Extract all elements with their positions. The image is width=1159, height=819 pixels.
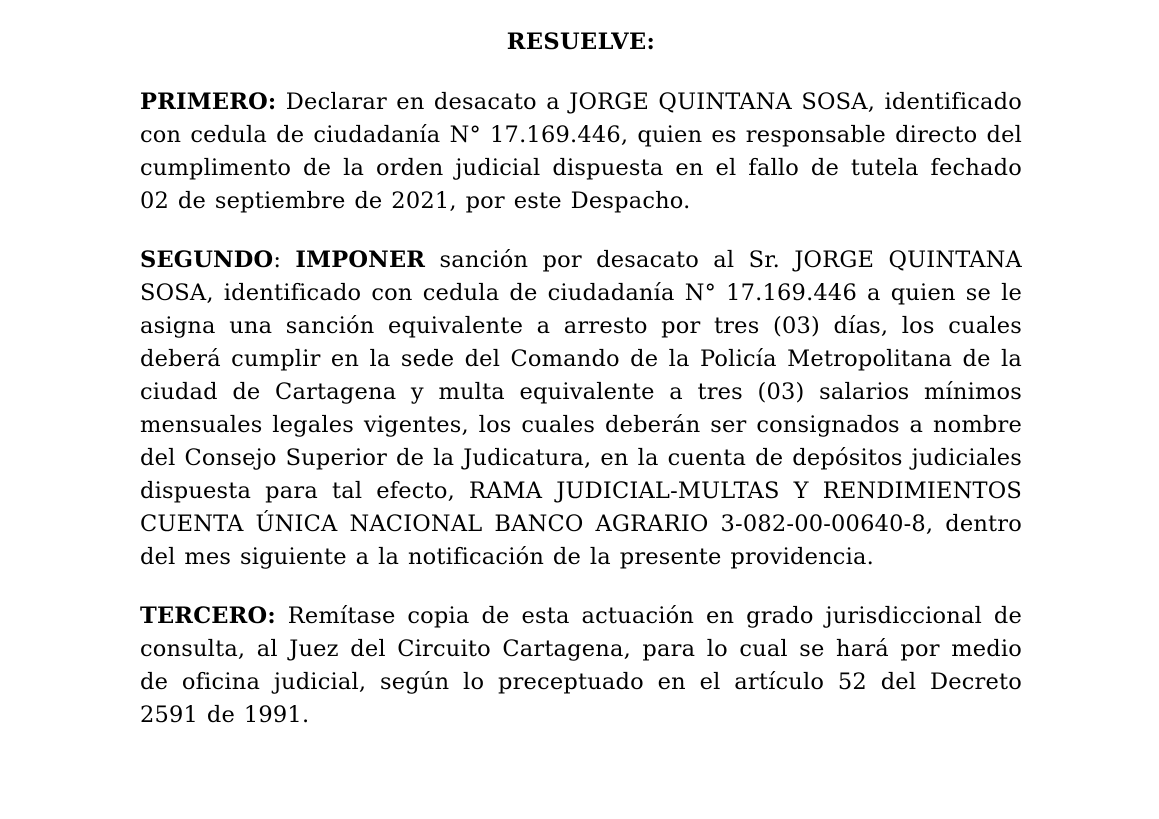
paragraph-segundo-lead: SEGUNDO (140, 247, 274, 273)
paragraph-primero (140, 86, 1022, 218)
paragraph-tercero-lead: TERCERO: (140, 603, 276, 629)
paragraph-segundo-separator: : (273, 247, 296, 273)
paragraph-segundo-imponer: IMPONER (295, 247, 426, 273)
paragraph-segundo (140, 244, 1022, 574)
paragraph-tercero (140, 600, 1022, 732)
paragraph-tercero-body: Remítase copia de esta actuación en grado jurisdiccional de consulta, al Juez del Circuito Cartagena, para lo cual se hará por medio de oficina judicial, según lo preceptuado en el artículo 52 del Decreto 2591 de 1991. (140, 603, 1022, 728)
paragraph-primero-body: Declarar en desacato a JORGE QUINTANA SOSA, identificado con cedula de ciudadanía N° 17.169.446, quien es responsable directo del cumplimento de la orden judicial dispuesta en el fallo de tutela fechado 02 de septiembre de 2021, por este Despacho. (140, 89, 1022, 214)
document-title: RESUELVE: (506, 29, 656, 55)
paragraph-segundo-body: sanción por desacato al Sr. JORGE QUINTANA SOSA, identificado con cedula de ciudadanía N° 17.169.446 a quien se le asigna una sanción equivalente a arresto por tres (03) días, los cuales deberá cumplir en la sede del Comando de la Policía Metropolitana de la ciudad de Cartagena y multa equivalente a tres (03) salarios mínimos mensuales legales vigentes, los cuales deberán ser consignados a nombre del Consejo Superior de la Judicatura, en la cuenta de depósitos judiciales dispuesta para tal efecto, RAMA JUDICIAL-MULTAS Y RENDIMIENTOS CUENTA ÚNICA NACIONAL BANCO AGRARIO 3-082-00-00640-8, dentro del mes siguiente a la notificación de la presente providencia. (140, 247, 1022, 570)
paragraph-primero-lead: PRIMERO: (140, 89, 277, 115)
